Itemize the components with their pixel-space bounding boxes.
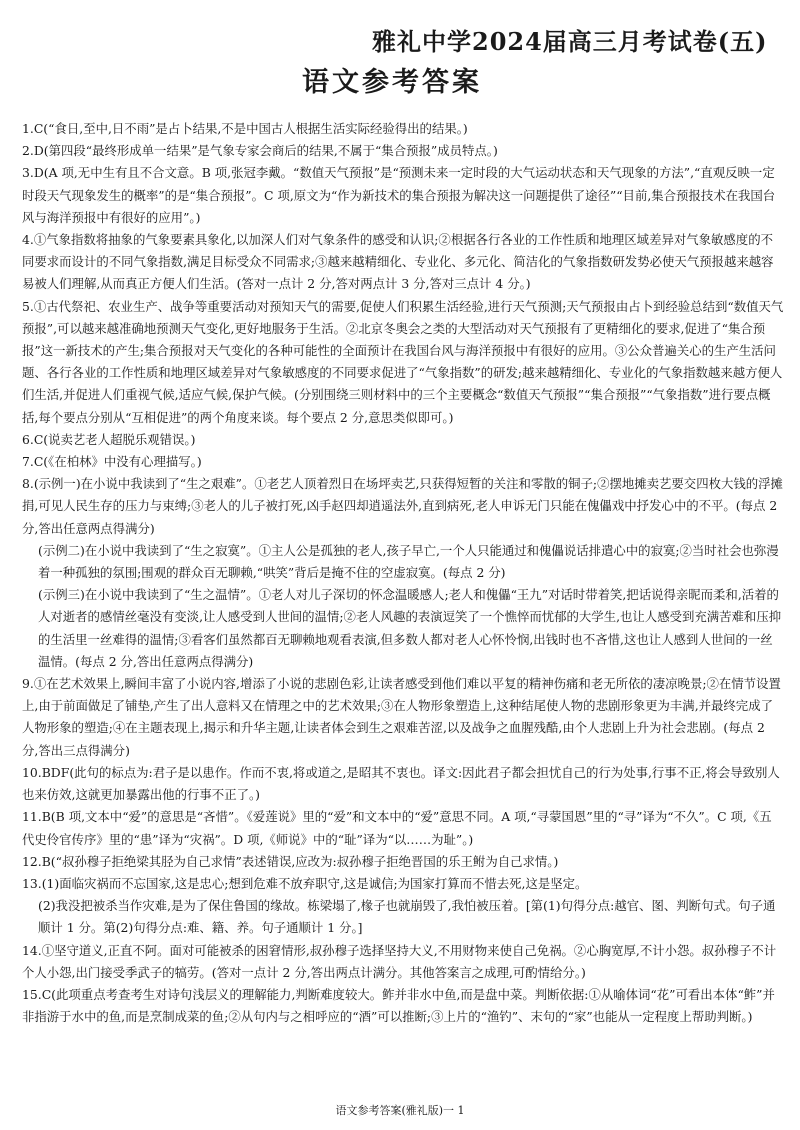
answer-13: 13.(1)面临灾祸而不忘国家,这是忠心;想到危难不放弃职守,这是诚信;为国家打算而不惜去死,这是坚定。 — [22, 875, 588, 891]
exam-title: 雅礼中学2024届高三月考试卷(五) — [372, 27, 768, 56]
answer-6: 6.C(说卖艺老人超脱乐观错误。) — [22, 431, 196, 447]
answer-8-example-3: (示例三)在小说中我读到了“生之温情”。①老人对儿子深切的怀念温暖感人;老人和傀儡“王九”对话时带着笑,把话说得亲昵而柔和,活着的人对逝者的感情丝毫没有变淡,让人感受到人世间的温情;②老人风趣的表演逗笑了一个憔悴而忧郁的大学生,也让人感受到充满苦难和压抑的生活里一丝难得的温情;③看客们虽然都百无聊赖地观看表演,但多数人都对老人心怀怜悯,出钱时也不吝惜,这也让人感到人世间的一丝温情。(每点 2 分,答出任意两点得满分) — [38, 587, 782, 669]
answer-1: 1.C(“食日,至中,日不雨”是占卜结果,不是中国古人根据生活实际经验得出的结果。) — [22, 121, 468, 136]
answer-3: 3.D(A 项,无中生有且不合文意。B 项,张冠李戴。“数值天气预报”是“预测未来一定时段的大气运动状态和天气现象的方法”,“直观反映一定时段天气现象发生的概率”的是“集合预报”。C 项,原文为“作为新技术的集合预报为解决这一问题提供了途径”“目前,集合预报技术在我国台风与海洋预报中有很好的应用”。) — [22, 165, 776, 225]
answer-10: 10.BDF(此句的标点为:君子是以患作。作而不衷,将或道之,是昭其不衷也。译文:因此君子都会担忧自己的行为处事,行事不正,将会导致别人也来仿效,这就更加暴露出他的行事不正了。) — [22, 764, 780, 803]
answer-11: 11.B(B 项,文本中“爱”的意思是“吝惜”。《爱莲说》里的“爱”和文本中的“爱”意思不同。A 项,“寻蒙国恩”里的“寻”译为“不久”。C 项,《五代史伶官传序》里的“患”译为“灾祸”。D 项,《师说》中的“耻”译为“以……为耻”。) — [22, 809, 772, 847]
answer-4: 4.①气象指数将抽象的气象要素具象化,以加深人们对气象条件的感受和认识;②根据各行各业的工作性质和地理区域差异对气象敏感度的不同要求而设计的不同气象指数,满足目标受众不同需求;③越来越精细化、专业化、多元化、简洁化的气象指数研发势必使天气预报越来越容易被人们理解,从而真正方便人们生活。(答对一点计 2 分,答对两点计 3 分,答对三点计 4 分。) — [22, 232, 774, 292]
answer-8: 8.(示例一)在小说中我读到了“生之艰难”。①老艺人顶着烈日在场坪卖艺,只获得短暂的关注和零散的铜子;②摆地摊卖艺要交四枚大钱的浮摊捐,可见人民生存的压力与束缚;③老人的儿子被打死,凶手赵四却逍遥法外,直到病死,老人申诉无门只能在傀儡戏中抒发心中的不平。(每点 2 分,答出任意两点得满分) — [22, 476, 783, 536]
answer-9: 9.①在艺术效果上,瞬间丰富了小说内容,增添了小说的悲剧色彩,让读者感受到他们难以平复的精神伤痛和老无所依的凄凉晚景;②在情节设置上,由于前面做足了铺垫,产生了出人意料又在情理之中的艺术效果;③在人物形象塑造上,这种结尾使人物的悲剧形象更为丰满,并最终完成了人物形象的塑造;④在主题表现上,揭示和升华主题,让读者体会到生之艰难苦涩,以及战争之血腥残酷,由个人悲剧上升为社会悲剧。(每点 2 分,答出三点得满分) — [22, 676, 781, 758]
answer-key-title: 语文参考答案 — [302, 67, 482, 98]
answer-8-example-2: (示例二)在小说中我读到了“生之寂寞”。①主人公是孤独的老人,孩子早亡,一个人只能通过和傀儡说话排遣心中的寂寞;②当时社会也弥漫着一种孤独的氛围;围观的群众百无聊赖,“哄笑”背后是掩不住的空虚寂寞。(每点 2 分) — [38, 542, 779, 581]
answer-14: 14.①坚守道义,正直不阿。面对可能被杀的困窘情形,叔孙穆子选择坚持大义,不用财物来使自己免祸。②心胸宽厚,不计小怨。叔孙穆子不计个人小怨,出门接受季武子的犒劳。(答对一点计 2 分,答出两点计满分。其他答案言之成理,可酌情给分。) — [22, 942, 777, 980]
answer-5: 5.①古代祭祀、农业生产、战争等重要活动对预知天气的需要,促使人们积累生活经验,进行天气预测;天气预报由占卜到经验总结到“数值天气预报”,可以越来越准确地预测天气变化,更好地服务于生活。②北京冬奥会之类的大型活动对天气预报有了更精细化的要求,促进了“集合预报”这一新技术的产生;集合预报对天气变化的各种可能性的全面预计在我国台风与海洋预报中有很好的应用。③公众普遍关心的生产生活问题、各行各业的工作性质和地理区域差异对气象敏感度的不同要求促进了“气象指数”的研发;越来越精细化、专业化的气象指数越来越方便人们生活,并促进人们重视气候,适应气候,保护气候。(分别围绕三则材料中的三个主要概念“数值天气预报”“集合预报”“气象指数”进行要点概括,每个要点分别从“互相促进”的两个角度来谈。每个要点 2 分,意思类似即可。) — [22, 298, 784, 425]
answer-12: 12.B(“叔孙穆子拒绝梁其胫为自己求情”表述错误,应改为:叔孙穆子拒绝晋国的乐王鲋为自己求情。) — [22, 853, 559, 869]
answer-2: 2.D(第四段“最终形成单一结果”是气象专家会商后的结果,不属于“集合预报”成员特点。) — [22, 143, 498, 159]
page-footer: 语文参考答案(雅礼版)一 1 — [335, 1104, 465, 1117]
answer-list — [22, 118, 784, 1028]
answer-13-part-2: (2)我没把被杀当作灾难,是为了保住鲁国的缘故。栋梁塌了,椽子也就崩毁了,我怕被压着。[第(1)句得分点:越官、图、判断句式。句子通顺计 1 分。第(2)句得分点:难、籍、养。句子通顺计 1 分。] — [38, 898, 776, 936]
answer-7: 7.C(《在柏林》中没有心理描写。) — [22, 454, 202, 470]
answer-15: 15.C(此项重点考查考生对诗句浅层义的理解能力,判断难度较大。鲊并非水中鱼,而是盘中菜。判断依据:①从喻体词“花”可看出本体“鲊”并非指游于水中的鱼,而是烹制成菜的鱼;②从句内与之相呼应的“酒”可以推断;③上片的“渔钓”、末句的“家”也能从一定程度上帮助判断。) — [22, 986, 775, 1025]
